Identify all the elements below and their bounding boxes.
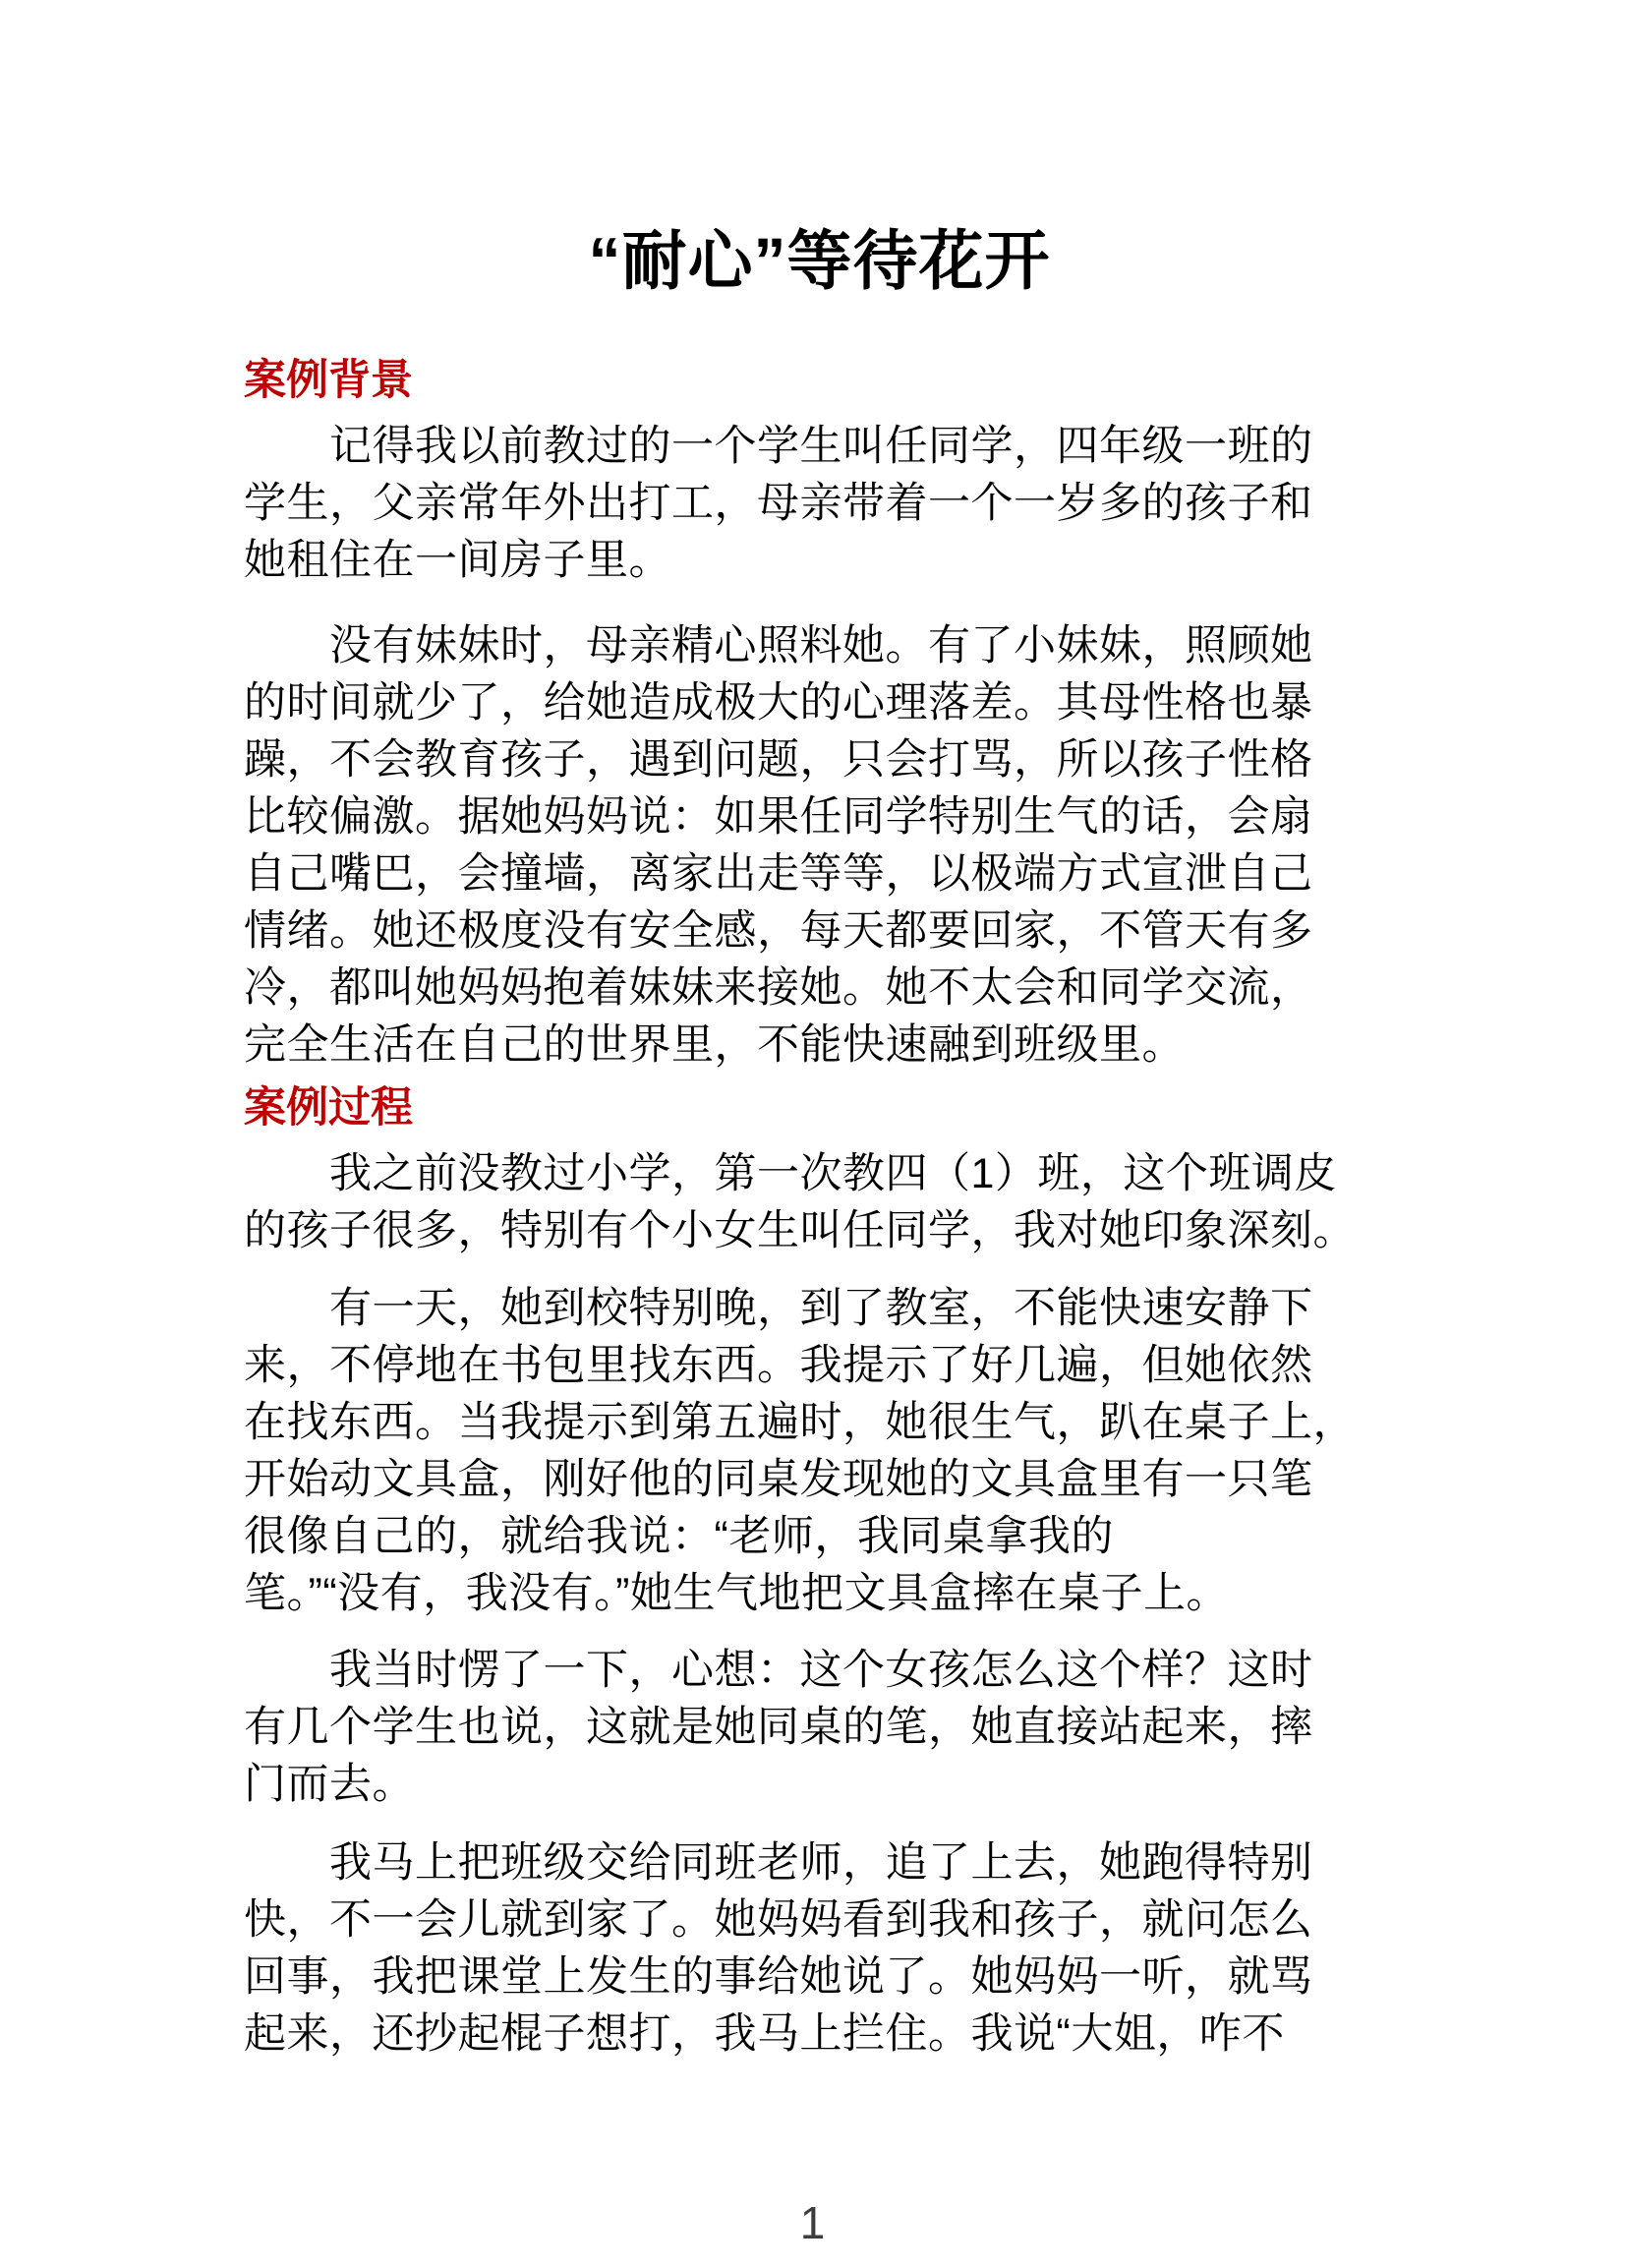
text-line: 我当时愣了一下，心想：这个女孩怎么这个样？这时 <box>244 1647 1313 1694</box>
text-line: 情绪。她还极度没有安全感，每天都要回家，不管天有多 <box>244 907 1313 955</box>
text-line: 快，不一会儿就到家了。她妈妈看到我和孩子，就问怎么 <box>244 1896 1313 1944</box>
paragraph <box>244 1280 1356 1622</box>
paragraph <box>244 418 1340 589</box>
text-line: 完全生活在自己的世界里，不能快速融到班级里。 <box>244 1021 1185 1069</box>
paragraph <box>244 1642 1340 1813</box>
page-title: “耐心”等待花开 <box>588 224 1051 297</box>
text-line: 我之前没教过小学，第一次教四（1）班，这个班调皮 <box>244 1150 1337 1197</box>
text-line: 来，不停地在书包里找东西。我提示了好几遍，但她依然 <box>244 1342 1313 1389</box>
text-line: 躁，不会教育孩子，遇到问题，只会打骂，所以孩子性格 <box>244 736 1313 784</box>
text-line: 起来，还抄起棍子想打，我马上拦住。我说“大姐，咋不 <box>244 2010 1285 2058</box>
section-heading-case-background: 案例背景 <box>244 357 413 404</box>
text-line: 冷，都叫她妈妈抱着妹妹来接她。她不太会和同学交流， <box>244 964 1313 1012</box>
text-line: 很像自己的，就给我说：“老师，我同桌拿我的 <box>244 1513 1114 1560</box>
text-line: 在找东西。当我提示到第五遍时，她很生气，趴在桌子上， <box>244 1399 1356 1446</box>
page-content <box>0 221 1625 2063</box>
text-line: 学生，父亲常年外出打工，母亲带着一个一岁多的孩子和 <box>244 480 1313 527</box>
text-line: 有几个学生也说，这就是她同桌的笔，她直接站起来，摔 <box>244 1704 1313 1751</box>
text-line: 的时间就少了，给她造成极大的心理落差。其母性格也暴 <box>244 679 1313 727</box>
text-line: 回事，我把课堂上发生的事给她说了。她妈妈一听，就骂 <box>244 1953 1313 2001</box>
text-line: 有一天，她到校特别晚，到了教室，不能快速安静下 <box>244 1285 1313 1332</box>
text-line: 的孩子很多，特别有个小女生叫任同学，我对她印象深刻。 <box>244 1207 1356 1254</box>
page-number: 1 <box>799 2197 826 2248</box>
section-case-process <box>244 1084 1356 2063</box>
paragraph <box>244 1145 1356 1259</box>
text-line: 我马上把班级交给同班老师，追了上去，她跑得特别 <box>244 1839 1313 1887</box>
section-case-background <box>244 357 1340 1074</box>
text-line: 记得我以前教过的一个学生叫任同学，四年级一班的 <box>244 423 1313 470</box>
text-line: 开始动文具盒，刚好他的同桌发现她的文具盒里有一只笔 <box>244 1456 1313 1503</box>
paragraph <box>244 617 1340 1074</box>
text-line: 她租住在一间房子里。 <box>244 537 671 584</box>
text-line: 笔。”“没有，我没有。”她生气地把文具盒摔在桌子上。 <box>244 1570 1229 1617</box>
text-line: 比较偏激。据她妈妈说：如果任同学特别生气的话，会扇 <box>244 793 1313 841</box>
text-line: 自己嘴巴，会撞墙，离家出走等等，以极端方式宣泄自己 <box>244 850 1313 898</box>
section-heading-case-process: 案例过程 <box>244 1084 413 1132</box>
text-line: 门而去。 <box>244 1761 415 1808</box>
paragraph <box>244 1834 1340 2063</box>
text-line: 没有妹妹时，母亲精心照料她。有了小妹妹，照顾她 <box>244 622 1313 669</box>
